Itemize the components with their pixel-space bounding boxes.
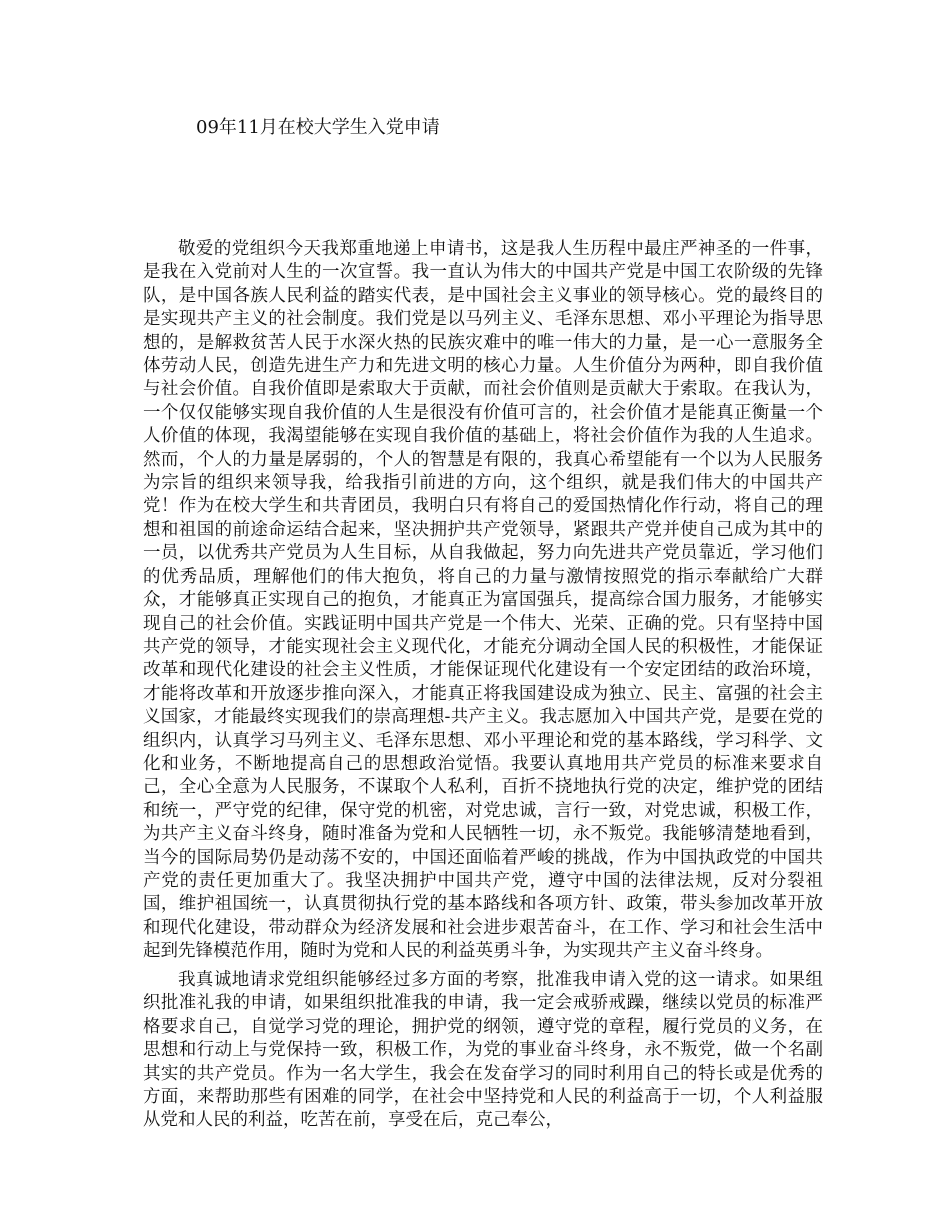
body-paragraph: 我真诚地请求党组织能够经过多方面的考察，批准我申请入党的这一请求。如果组织批准礼我的申请，如果组织批准我的申请，我一定会戒骄戒躁，继续以党员的标准严格要求自己，自觉学习党的理论，拥护党的纲领，遵守党的章程，履行党员的义务，在思想和行动上与党保持一致，积极工作，为党的事业奋斗终身，永不叛党，做一个名副其实的共产党员。作为一名大学生，我会在发奋学习的同时利用自己的特长或是优秀的方面，来帮助那些有困难的同学，在社会中坚持党和人民的利益高于一切，个人利益服从党和人民的利益，吃苦在前，享受在后，克己奉公，: [143, 970, 823, 1131]
document-title: 09年11月在校大学生入党申请: [196, 117, 440, 138]
body-paragraph-2-block: [143, 969, 823, 1133]
body-paragraph: 敬爱的党组织今天我郑重地递上申请书，这是我人生历程中最庄严神圣的一件事，是我在入党前对人生的一次宣誓。我一直认为伟大的中国共产党是中国工农阶级的先锋队，是中国各族人民利益的踏实代表，是中国社会主义事业的领导核心。党的最终目的是实现共产主义的社会制度。我们党是以马列主义、毛泽东思想、邓小平理论为指导思想的，是解救贫苦人民于水深火热的民族灾难中的唯一伟大的力量，是一心一意服务全体劳动人民，创造先进生产力和先进文明的核心力量。人生价值分为两种，即自我价值与社会价值。自我价值即是索取大于贡献，而社会价值则是贡献大于索取。在我认为，一个仅仅能够实现自我价值的人生是很没有价值可言的，社会价值才是能真正衡量一个人价值的体现，我渴望能够在实现自我价值的基础上，将社会价值作为我的人生追求。然而，个人的力量是孱弱的，个人的智慧是有限的，我真心希望能有一个以为人民服务为宗旨的组织来领导我，给我指引前进的方向，这个组织，就是我们伟大的中国共产党！作为在校大学生和共青团员，我明白只有将自己的爱国热情化作行动，将自己的理想和祖国的前途命运结合起来，坚决拥护共产党领导，紧跟共产党并使自己成为其中的一员，以优秀共产党员为人生目标，从自我做起，努力向先进共产党员靠近，学习他们的优秀品质，理解他们的伟大抱负，将自己的力量与激情按照党的指示奉献给广大群众，才能够真正实现自己的抱负，才能真正为富国强兵，提高综合国力服务，才能够实现自己的社会价值。实践证明中国共产党是一个伟大、光荣、正确的党。只有坚持中国共产党的领导，才能实现社会主义现代化，才能充分调动全国人民的积极性，才能保证改革和现代化建设的社会主义性质，才能保证现代化建设有一个安定团结的政治环境，才能将改革和开放逐步推向深入，才能真正将我国建设成为独立、民主、富强的社会主义国家，才能最终实现我们的崇高理想-共产主义。我志愿加入中国共产党，是要在党的组织内，认真学习马列主义、毛泽东思想、邓小平理论和党的基本路线，学习科学、文化和业务，不断地提高自己的思想政治觉悟。我要认真地用共产党员的标准来要求自己，全心全意为人民服务，不谋取个人私利，百折不挠地执行党的决定，维护党的团结和统一，严守党的纪律，保守党的机密，对党忠诚，言行一致，对党忠诚，积极工作，为共产主义奋斗终身，随时准备为党和人民牺牲一切，永不叛党。我能够清楚地看到，当今的国际局势仍是动荡不安的，中国还面临着严峻的挑战，作为中国执政党的中国共产党的责任更加重大了。我坚决拥护中国共产党，遵守中国的法律法规，反对分裂祖国，维护祖国统一，认真贯彻执行党的基本路线和各项方针、政策，带头参加改革开放和现代化建设，带动群众为经济发展和社会进步艰苦奋斗，在工作、学习和社会生活中起到先锋模范作用，随时为党和人民的利益英勇斗争，为实现共产主义奋斗终身。: [143, 239, 823, 962]
body-paragraph-1-block: [143, 238, 823, 964]
